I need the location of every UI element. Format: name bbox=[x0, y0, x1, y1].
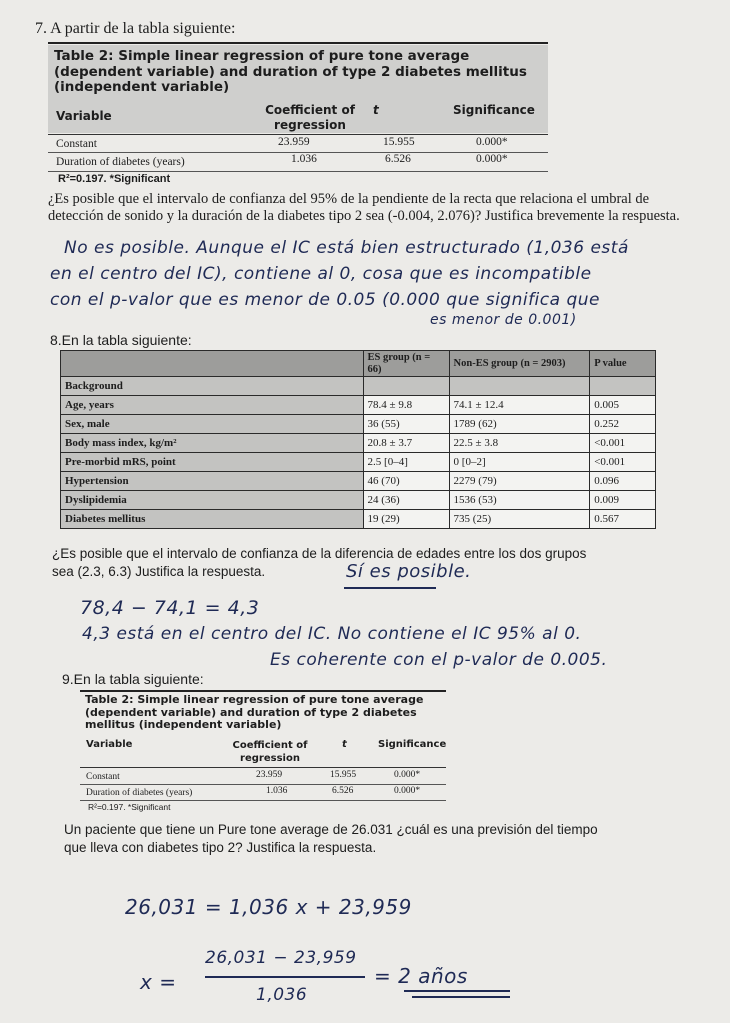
cell-es: 2.5 [0–4] bbox=[363, 453, 449, 472]
q9-work-denominator: 1,036 bbox=[256, 985, 308, 1005]
row-label: Pre-morbid mRS, point bbox=[61, 453, 364, 472]
table-row bbox=[61, 510, 656, 529]
q8-work-line: 4,3 está en el centro del IC. No contiene el IC 95% al 0. bbox=[82, 624, 582, 644]
cell-p: 0.009 bbox=[590, 491, 656, 510]
row-coef: 1.036 bbox=[291, 153, 317, 165]
col-p-value: P value bbox=[590, 351, 656, 377]
row-coef: 23.959 bbox=[256, 770, 283, 780]
q7-handwritten-answer bbox=[50, 235, 720, 333]
cell-non-es: 735 (25) bbox=[449, 510, 590, 529]
answer-line: No es posible. Aunque el IC está bien estructurado (1,036 está bbox=[64, 238, 629, 258]
col-non-es-group: Non-ES group (n = 2903) bbox=[449, 351, 590, 377]
result-underline-2 bbox=[412, 996, 510, 998]
row-sig: 0.000* bbox=[394, 786, 421, 796]
cell-es: 24 (36) bbox=[363, 491, 449, 510]
table-row bbox=[61, 491, 656, 510]
cell-es: 20.8 ± 3.7 bbox=[363, 434, 449, 453]
answer-line: con el p-valor que es menor de 0.05 (0.000 que significa que bbox=[50, 290, 600, 310]
row-t: 6.526 bbox=[385, 153, 411, 165]
table-section-row bbox=[61, 377, 656, 396]
row-label: Duration of diabetes (years) bbox=[56, 156, 185, 168]
table-row bbox=[48, 153, 548, 168]
row-label: Dyslipidemia bbox=[61, 491, 364, 510]
q9-work-lhs: x = bbox=[140, 970, 177, 994]
table-header-row bbox=[48, 97, 548, 133]
q9-question-line2: que lleva con diabetes tipo 2? Justifica la respuesta. bbox=[64, 840, 377, 855]
q9-regression-table bbox=[80, 690, 446, 818]
q7-heading: 7. A partir de la tabla siguiente: bbox=[35, 20, 236, 37]
table-caption: Table 2: Simple linear regression of pure tone average (dependent variable) and duration of type 2 diabetes mellitus (independent variable) bbox=[85, 693, 424, 732]
cell-p: 0.005 bbox=[590, 396, 656, 415]
row-label: Duration of diabetes (years) bbox=[86, 788, 193, 798]
col-coefficient: Coefficient of regression bbox=[232, 740, 308, 764]
col-variable: Variable bbox=[56, 109, 112, 123]
table-footnote: R²=0.197. *Significant bbox=[58, 173, 171, 185]
table-header-row bbox=[80, 736, 446, 764]
cell-p: <0.001 bbox=[590, 453, 656, 472]
row-coef: 23.959 bbox=[278, 136, 310, 148]
cell-es: 36 (55) bbox=[363, 415, 449, 434]
q8-inline-answer: Sí es posible. bbox=[346, 561, 472, 582]
row-label: Constant bbox=[86, 772, 120, 782]
answer-line: es menor de 0.001) bbox=[430, 312, 577, 328]
q9-question-line1: Un paciente que tiene un Pure tone average de 26.031 ¿cuál es una previsión del tiempo bbox=[64, 822, 598, 837]
row-sig: 0.000* bbox=[394, 770, 421, 780]
q7-regression-table bbox=[48, 42, 548, 188]
row-t: 15.955 bbox=[330, 770, 357, 780]
row-label: Body mass index, kg/m² bbox=[61, 434, 364, 453]
cell-non-es: 0 [0–2] bbox=[449, 453, 590, 472]
row-t: 6.526 bbox=[332, 786, 354, 796]
col-t: t bbox=[373, 103, 379, 117]
q7-question: ¿Es posible que el intervalo de confianza del 95% de la pendiente de la recta que relaciona el umbral de detección de sonido y la duración de la diabetes tipo 2 sea (-0.004, 2.076)? Justifica brevemente la respuesta. bbox=[48, 191, 680, 225]
answer-underline bbox=[344, 587, 436, 589]
cell-p: 0.567 bbox=[590, 510, 656, 529]
table-caption: Table 2: Simple linear regression of pure tone average (dependent variable) and duration of type 2 diabetes mellitus (independent variable) bbox=[48, 45, 548, 97]
q8-es-table bbox=[60, 350, 656, 529]
q8-question-line2: sea (2.3, 6.3) Justifica la respuesta. bbox=[52, 564, 266, 579]
q8-question-line1: ¿Es posible que el intervalo de confianza de la diferencia de edades entre los dos grupos bbox=[52, 546, 587, 561]
cell-p: 0.096 bbox=[590, 472, 656, 491]
table-row bbox=[61, 472, 656, 491]
cell-non-es: 2279 (79) bbox=[449, 472, 590, 491]
col-significance: Significance bbox=[378, 739, 447, 750]
row-label: Hypertension bbox=[61, 472, 364, 491]
q8-heading: 8.En la tabla siguiente: bbox=[50, 332, 192, 348]
row-label: Diabetes mellitus bbox=[61, 510, 364, 529]
cell-non-es: 1536 (53) bbox=[449, 491, 590, 510]
col-variable: Variable bbox=[86, 739, 133, 750]
cell-non-es: 74.1 ± 12.4 bbox=[449, 396, 590, 415]
q9-heading: 9.En la tabla siguiente: bbox=[62, 671, 204, 687]
row-label: Age, years bbox=[61, 396, 364, 415]
col-t: t bbox=[342, 739, 347, 750]
cell-p: <0.001 bbox=[590, 434, 656, 453]
row-label: Sex, male bbox=[61, 415, 364, 434]
cell-p: 0.252 bbox=[590, 415, 656, 434]
table-row bbox=[61, 415, 656, 434]
table-row bbox=[61, 396, 656, 415]
col-significance: Significance bbox=[453, 103, 535, 117]
table-row bbox=[48, 136, 548, 151]
answer-line: en el centro del IC), contiene al 0, cosa que es incompatible bbox=[50, 264, 592, 284]
q8-work-line: Es coherente con el p-valor de 0.005. bbox=[270, 650, 608, 670]
table-row bbox=[61, 434, 656, 453]
q9-work-equation: 26,031 = 1,036 x + 23,959 bbox=[125, 895, 412, 919]
row-coef: 1.036 bbox=[266, 786, 288, 796]
cell-es: 78.4 ± 9.8 bbox=[363, 396, 449, 415]
cell-es: 19 (29) bbox=[363, 510, 449, 529]
result-underline bbox=[404, 990, 510, 992]
col-coefficient: Coefficient of regression bbox=[265, 103, 355, 132]
q9-work-numerator: 26,031 − 23,959 bbox=[205, 948, 357, 968]
cell-non-es: 1789 (62) bbox=[449, 415, 590, 434]
cell-es: 46 (70) bbox=[363, 472, 449, 491]
fraction-bar bbox=[205, 976, 365, 978]
cell-non-es: 22.5 ± 3.8 bbox=[449, 434, 590, 453]
q8-work-line: 78,4 − 74,1 = 4,3 bbox=[80, 597, 260, 619]
table-row bbox=[61, 453, 656, 472]
row-sig: 0.000* bbox=[476, 136, 508, 148]
col-es-group: ES group (n = 66) bbox=[363, 351, 449, 377]
col-empty bbox=[61, 351, 364, 377]
row-label: Constant bbox=[56, 138, 97, 150]
q9-work-result: = 2 años bbox=[374, 964, 468, 988]
table-header-row bbox=[61, 351, 656, 377]
row-sig: 0.000* bbox=[476, 153, 508, 165]
section-label: Background bbox=[61, 377, 364, 396]
table-footnote: R²=0.197. *Significant bbox=[88, 802, 171, 812]
row-t: 15.955 bbox=[383, 136, 415, 148]
